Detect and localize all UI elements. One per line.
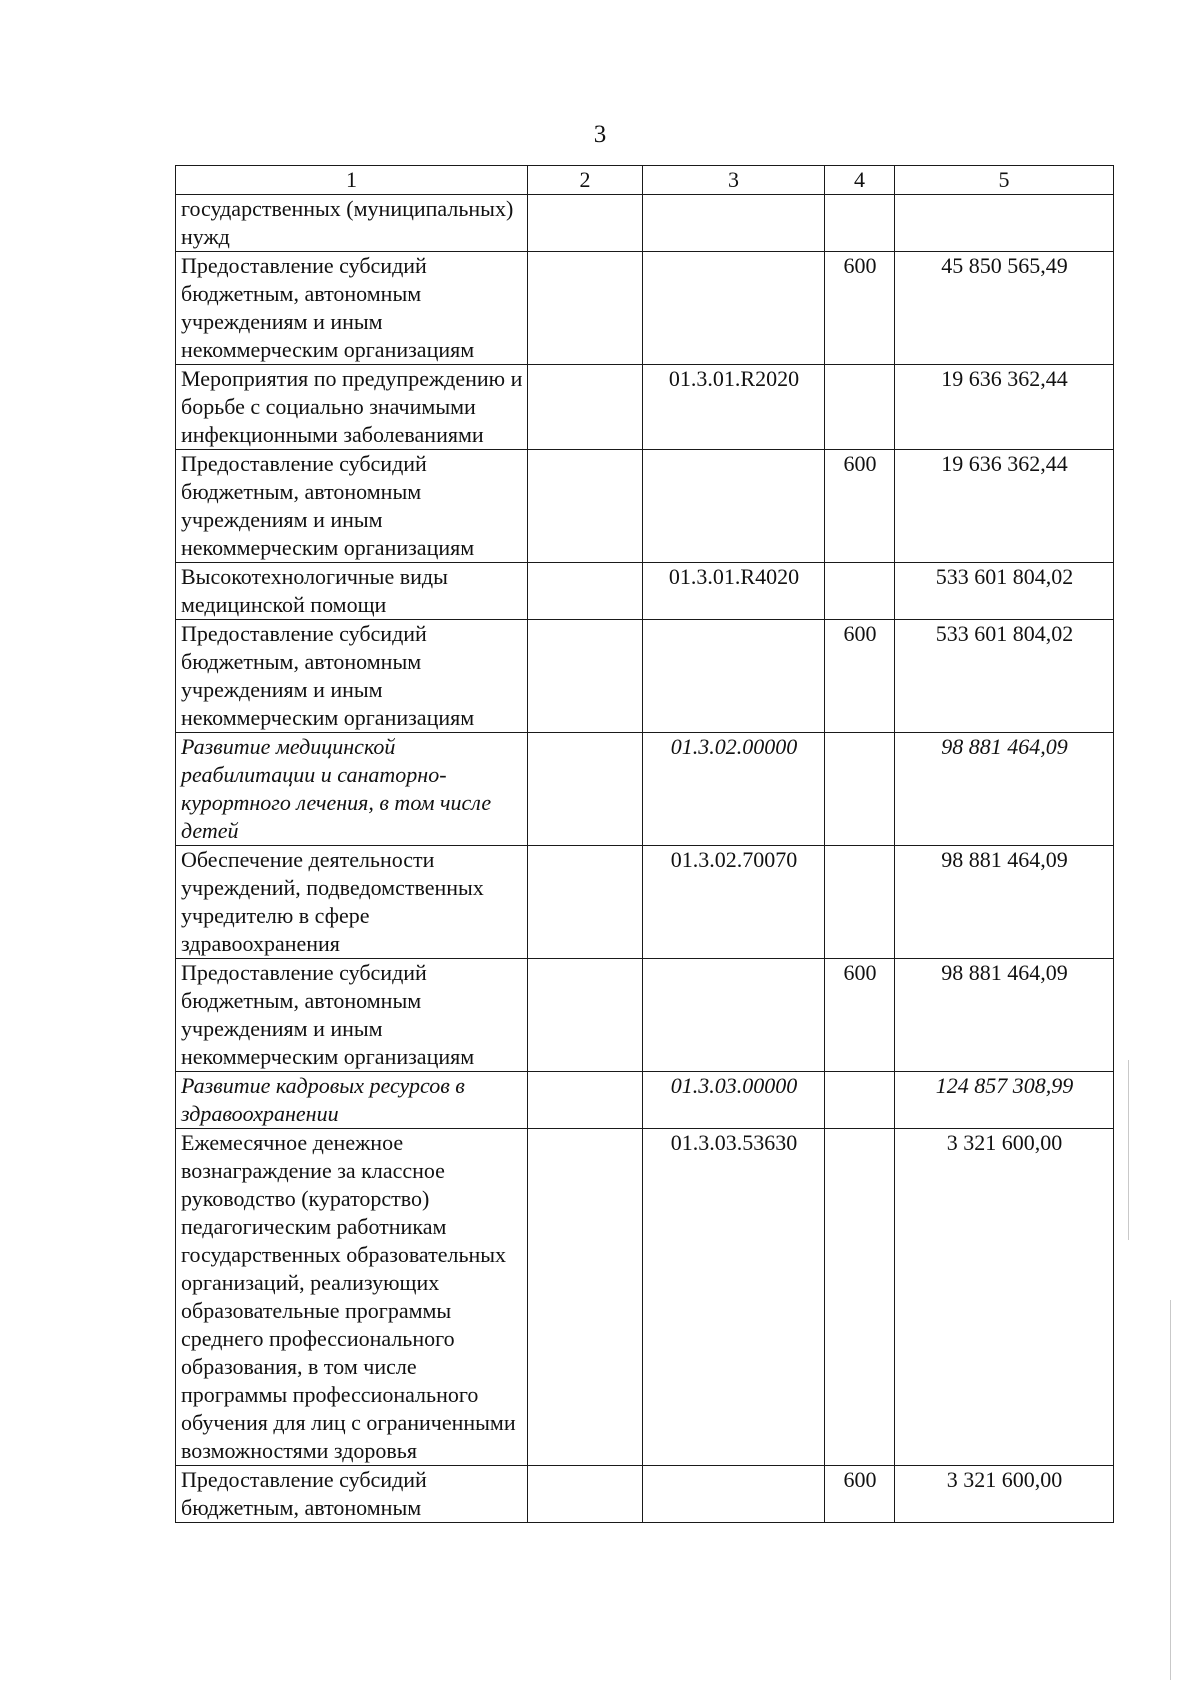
row-amount-cell: 3 321 600,00 bbox=[895, 1129, 1114, 1466]
row-column-2-cell bbox=[528, 365, 643, 450]
row-expense-type-cell bbox=[825, 195, 895, 252]
row-column-2-cell bbox=[528, 1466, 643, 1523]
row-target-code-cell: 01.3.02.70070 bbox=[643, 846, 825, 959]
row-name-cell: Высокотехнологичные виды медицинской помощи bbox=[176, 563, 528, 620]
row-amount-cell: 124 857 308,99 bbox=[895, 1072, 1114, 1129]
row-expense-type-cell bbox=[825, 365, 895, 450]
row-amount-cell: 19 636 362,44 bbox=[895, 365, 1114, 450]
row-column-2-cell bbox=[528, 195, 643, 252]
row-name-cell: Предоставление субсидий бюджетным, автономным учреждениям и иным некоммерческим организациям bbox=[176, 959, 528, 1072]
row-target-code-cell bbox=[643, 620, 825, 733]
row-amount-cell: 98 881 464,09 bbox=[895, 846, 1114, 959]
row-amount-cell: 3 321 600,00 bbox=[895, 1466, 1114, 1523]
row-amount-cell: 98 881 464,09 bbox=[895, 733, 1114, 846]
row-column-2-cell bbox=[528, 563, 643, 620]
row-expense-type-cell: 600 bbox=[825, 1466, 895, 1523]
header-cell-5: 5 bbox=[895, 166, 1114, 195]
header-cell-2: 2 bbox=[528, 166, 643, 195]
row-target-code-cell: 01.3.01.R4020 bbox=[643, 563, 825, 620]
header-cell-3: 3 bbox=[643, 166, 825, 195]
scan-artifact bbox=[1128, 1060, 1129, 1240]
row-column-2-cell bbox=[528, 252, 643, 365]
row-column-2-cell bbox=[528, 1129, 643, 1466]
row-name-cell: государственных (муниципальных) нужд bbox=[176, 195, 528, 252]
row-expense-type-cell bbox=[825, 1129, 895, 1466]
table-row bbox=[176, 733, 1114, 846]
row-target-code-cell: 01.3.01.R2020 bbox=[643, 365, 825, 450]
row-target-code-cell: 01.3.02.00000 bbox=[643, 733, 825, 846]
table-row bbox=[176, 959, 1114, 1072]
row-expense-type-cell bbox=[825, 1072, 895, 1129]
page-number: 3 bbox=[593, 121, 607, 148]
row-expense-type-cell bbox=[825, 846, 895, 959]
row-column-2-cell bbox=[528, 450, 643, 563]
row-name-cell: Предоставление субсидий бюджетным, автономным учреждениям и иным некоммерческим организациям bbox=[176, 450, 528, 563]
row-target-code-cell bbox=[643, 450, 825, 563]
table-row bbox=[176, 1129, 1114, 1466]
row-name-cell: Предоставление субсидий бюджетным, автономным учреждениям и иным некоммерческим организациям bbox=[176, 620, 528, 733]
header-row bbox=[176, 166, 1114, 195]
row-name-cell: Мероприятия по предупреждению и борьбе с социально значимыми инфекционными заболеваниями bbox=[176, 365, 528, 450]
row-name-cell: Предоставление субсидий бюджетным, автономным bbox=[176, 1466, 528, 1523]
row-target-code-cell bbox=[643, 252, 825, 365]
table-body bbox=[176, 195, 1114, 1523]
row-name-cell: Ежемесячное денежное вознаграждение за классное руководство (кураторство) педагогическим работникам государственных образовательных организаций, реализующих образовательные программы среднего профессионального образования, в том числе программы профессионального обучения для лиц с ограниченными возможностями здоровья bbox=[176, 1129, 528, 1466]
row-amount-cell: 98 881 464,09 bbox=[895, 959, 1114, 1072]
row-column-2-cell bbox=[528, 1072, 643, 1129]
row-target-code-cell bbox=[643, 195, 825, 252]
row-amount-cell: 533 601 804,02 bbox=[895, 563, 1114, 620]
row-amount-cell: 45 850 565,49 bbox=[895, 252, 1114, 365]
row-name-cell: Развитие медицинской реабилитации и санаторно-курортного лечения, в том числе детей bbox=[176, 733, 528, 846]
table-row bbox=[176, 450, 1114, 563]
row-expense-type-cell bbox=[825, 733, 895, 846]
table-row bbox=[176, 563, 1114, 620]
row-name-cell: Обеспечение деятельности учреждений, подведомственных учредителю в сфере здравоохранения bbox=[176, 846, 528, 959]
row-expense-type-cell bbox=[825, 563, 895, 620]
row-column-2-cell bbox=[528, 846, 643, 959]
table-row bbox=[176, 846, 1114, 959]
table-row bbox=[176, 365, 1114, 450]
table-row bbox=[176, 620, 1114, 733]
row-target-code-cell: 01.3.03.53630 bbox=[643, 1129, 825, 1466]
table-row bbox=[176, 1072, 1114, 1129]
row-amount-cell: 533 601 804,02 bbox=[895, 620, 1114, 733]
table-row bbox=[176, 1466, 1114, 1523]
header-cell-4: 4 bbox=[825, 166, 895, 195]
row-target-code-cell bbox=[643, 1466, 825, 1523]
scan-artifact bbox=[1170, 1300, 1171, 1680]
row-column-2-cell bbox=[528, 620, 643, 733]
header-cell-1: 1 bbox=[176, 166, 528, 195]
row-amount-cell: 19 636 362,44 bbox=[895, 450, 1114, 563]
row-expense-type-cell: 600 bbox=[825, 959, 895, 1072]
row-name-cell: Предоставление субсидий бюджетным, автономным учреждениям и иным некоммерческим организациям bbox=[176, 252, 528, 365]
row-expense-type-cell: 600 bbox=[825, 620, 895, 733]
row-amount-cell bbox=[895, 195, 1114, 252]
table-row bbox=[176, 252, 1114, 365]
row-expense-type-cell: 600 bbox=[825, 450, 895, 563]
budget-table bbox=[175, 165, 1114, 1523]
row-name-cell: Развитие кадровых ресурсов в здравоохранении bbox=[176, 1072, 528, 1129]
table-row bbox=[176, 195, 1114, 252]
row-target-code-cell: 01.3.03.00000 bbox=[643, 1072, 825, 1129]
row-column-2-cell bbox=[528, 733, 643, 846]
row-expense-type-cell: 600 bbox=[825, 252, 895, 365]
row-column-2-cell bbox=[528, 959, 643, 1072]
row-target-code-cell bbox=[643, 959, 825, 1072]
